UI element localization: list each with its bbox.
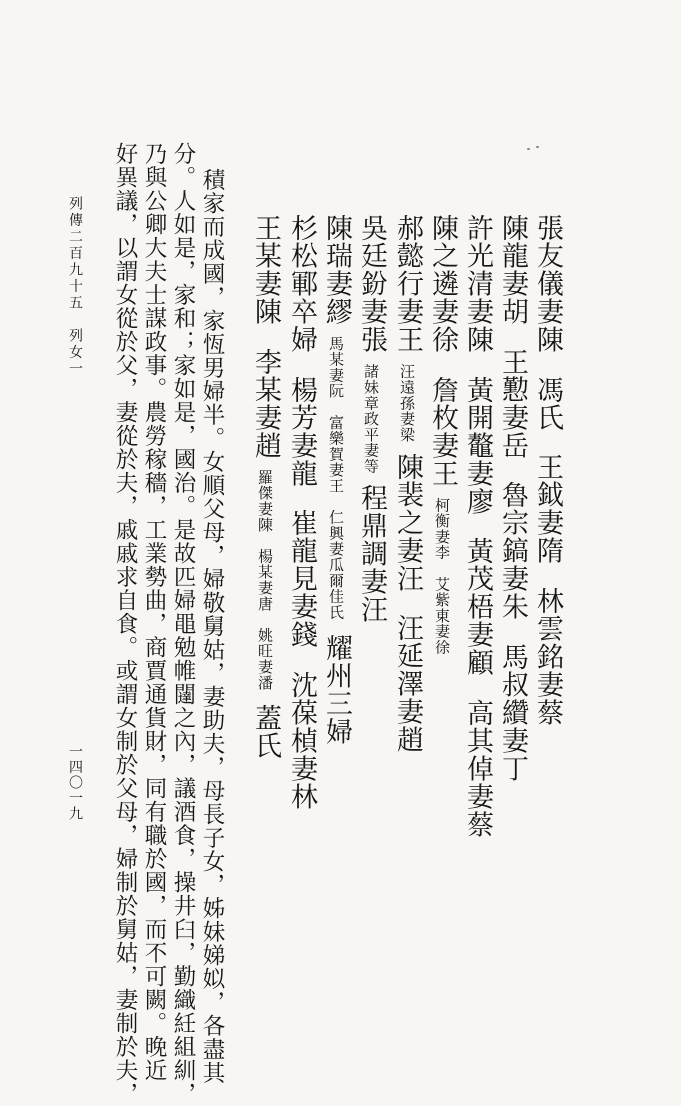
running-head: 列傳二百九十五 列女一 — [67, 196, 83, 378]
toc-column-6-note: 諸妹章政平妻等 — [362, 363, 380, 475]
toc-column-7-note: 馬某妻阮 富樂賀妻王 仁興妻瓜爾佳氏 — [327, 335, 345, 621]
toc-column-9: 王某妻陳李某妻趙羅傑妻陳 楊某妻唐 姚旺妻潘蓋氏 — [250, 214, 281, 761]
toc-column-5-note: 汪遠孫妻梁 — [398, 363, 416, 443]
body-line-1: 積家而成國，家恆男婦半。女順父母，婦敬舅姑，妻助夫，母長子女，姊妹娣姒，各盡其 — [199, 168, 225, 1085]
toc-column-6: 吳廷鈖妻張諸妹章政平妻等程鼎調妻汪 — [356, 214, 387, 624]
toc-column-4: 陳之遴妻徐詹枚妻王柯衡妻李 艾紫東妻徐 — [427, 214, 458, 656]
toc-column-4-note: 柯衡妻李 艾紫東妻徐 — [433, 497, 451, 656]
toc-column-8: 杉松鄆卒婦楊芳妻龍崔龍見妻錢沈葆楨妻林 — [286, 214, 317, 811]
toc-column-2: 陳龍妻胡王懃妻岳魯宗鎬妻朱馬叔纘妻丁 — [497, 214, 528, 783]
body-line-3: 乃與公卿大夫士謀政事。農勞稼穡，工業勢曲，商賈通貨財，同有職於國，而不可闕。晚近 — [141, 142, 167, 1082]
toc-column-9-note: 羅傑妻陳 楊某妻唐 姚旺妻潘 — [256, 469, 274, 691]
scan-speck — [527, 148, 530, 150]
toc-column-3: 許光清妻陳黃開鼇妻廖黃茂梧妻顧高其倬妻蔡 — [462, 214, 493, 838]
body-line-2: 分。人如是，家和；家如是，國治。是故匹婦黽勉帷闥之內，議酒食，操井臼，勤織紝組紃， — [170, 142, 196, 1106]
body-line-4: 好異議，以謂女從於父，妻從於夫，戚戚求自食。或謂女制於父母，婦制於舅姑，妻制於夫， — [112, 142, 138, 1106]
page-number: 一四〇一九 — [67, 744, 83, 822]
toc-column-7: 陳瑞妻繆馬某妻阮 富樂賀妻王 仁興妻瓜爾佳氏耀州三婦 — [321, 214, 352, 746]
toc-column-5: 郝懿行妻王汪遠孫妻梁陳裴之妻汪汪延澤妻趙 — [392, 214, 423, 754]
toc-column-1: 張友儀妻陳馮氏王鉞妻隋林雲銘妻蔡 — [532, 214, 563, 727]
scan-speck — [536, 146, 539, 148]
